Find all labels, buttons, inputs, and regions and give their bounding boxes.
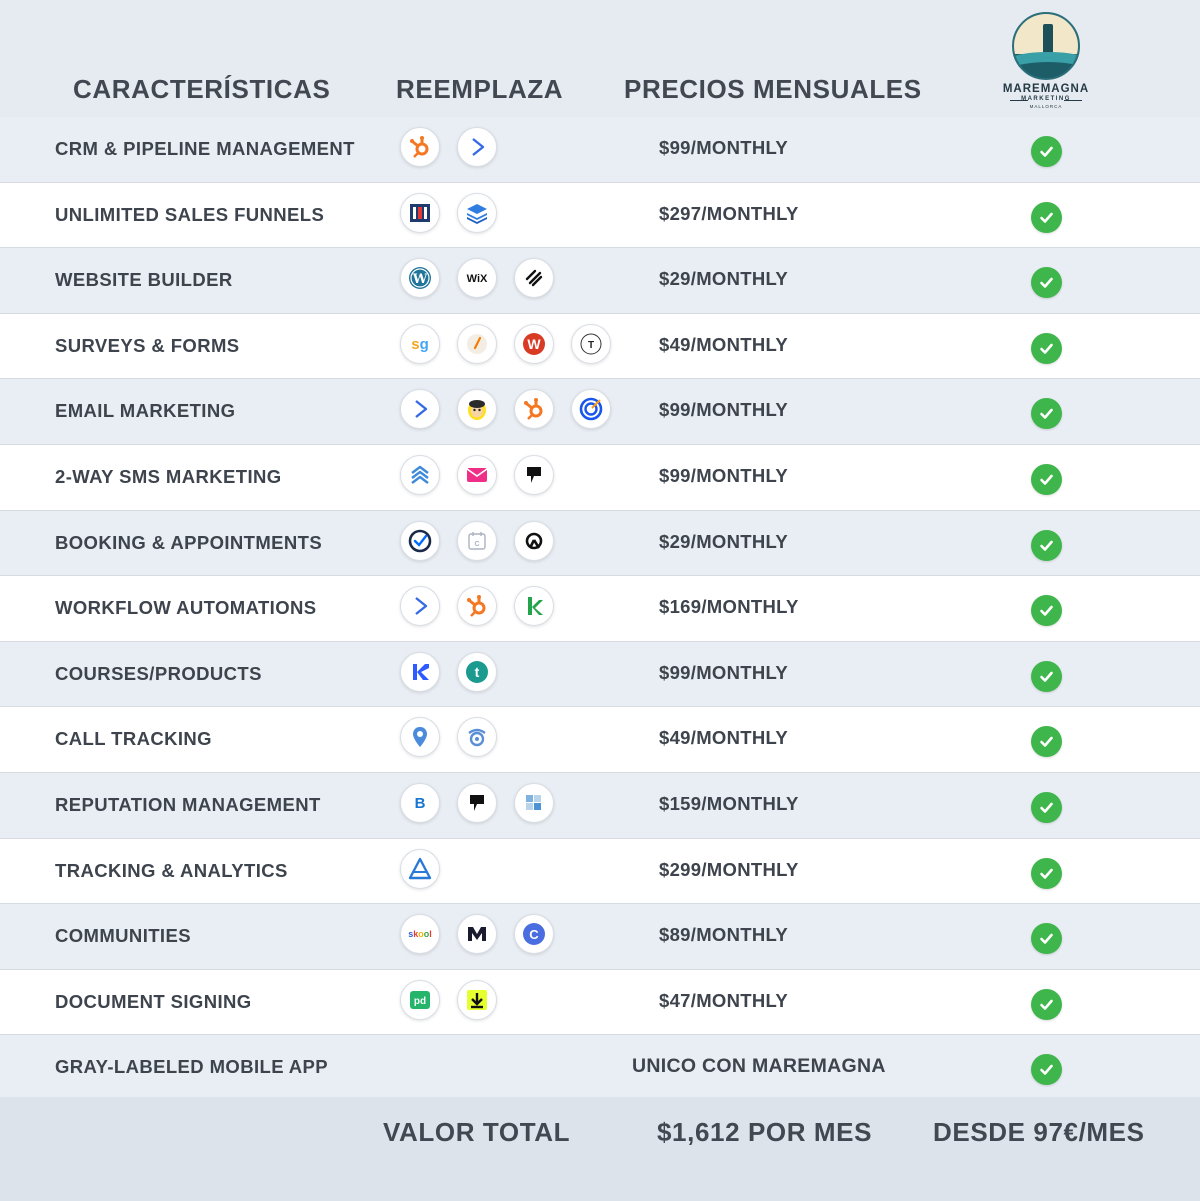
callmarker-icon [457, 717, 497, 757]
download-icon [457, 980, 497, 1020]
mightynetworks-icon [457, 914, 497, 954]
table-row [0, 642, 1200, 708]
table-row [0, 576, 1200, 642]
table-row [0, 970, 1200, 1036]
table-row [0, 314, 1200, 380]
svg-text:sg: sg [411, 335, 429, 353]
acuity-icon [514, 521, 554, 561]
monthly-price: $299/MONTHLY [659, 858, 799, 880]
replaced-tools [400, 652, 514, 694]
clickfunnels-icon [400, 193, 440, 233]
replaced-tools [400, 783, 571, 825]
monthly-price: $99/MONTHLY [659, 661, 789, 683]
podium-icon [457, 783, 497, 823]
layers-icon [457, 193, 497, 233]
calendar-icon [457, 521, 497, 561]
svg-text:T: T [587, 339, 595, 351]
svg-text:pd: pd [413, 995, 427, 1007]
puzzle-icon [514, 783, 554, 823]
hubspot-icon [514, 389, 554, 429]
header-features: CARACTERÍSTICAS [73, 74, 331, 104]
table-row [0, 117, 1200, 183]
jotform-icon [457, 324, 497, 364]
check-icon [1031, 333, 1062, 364]
table-row [0, 707, 1200, 773]
teachable-icon [457, 652, 497, 692]
monthly-price: $47/MONTHLY [659, 989, 789, 1011]
wordpress-icon [400, 258, 440, 298]
monthly-price: $29/MONTHLY [659, 268, 789, 290]
mailchimp-icon [457, 389, 497, 429]
replaced-tools [400, 389, 628, 431]
check-icon [1031, 267, 1062, 298]
check-icon [1031, 661, 1062, 692]
table-footer [0, 1097, 1200, 1201]
check-icon [1031, 398, 1062, 429]
check-icon [1031, 989, 1062, 1020]
surveygizmo-icon [400, 324, 440, 364]
skool-icon [400, 914, 440, 954]
hubspot-icon [457, 586, 497, 626]
podium-icon [514, 455, 554, 495]
feature-name: CALL TRACKING [55, 728, 212, 750]
svg-text:C: C [529, 927, 539, 943]
replaced-tools [400, 521, 571, 563]
feature-name: COMMUNITIES [55, 925, 191, 947]
svg-text:WiX: WiX [466, 273, 488, 286]
activecampaign-icon [400, 389, 440, 429]
logo-subtitle: MARKETING [1021, 96, 1071, 102]
monthly-price: $49/MONTHLY [659, 727, 789, 749]
lighthouse-icon [1012, 12, 1080, 80]
svg-text:B: B [414, 794, 426, 812]
squarespace-icon [514, 258, 554, 298]
monthly-price: $99/MONTHLY [659, 399, 789, 421]
check-icon [1031, 792, 1062, 823]
replaced-tools [400, 127, 514, 169]
table-row [0, 183, 1200, 249]
logo-location: MALLORCA [1029, 104, 1063, 109]
replaced-tools [400, 717, 514, 759]
constantcontact-icon [571, 389, 611, 429]
maremagna-logo [998, 12, 1094, 110]
check-icon [1031, 202, 1062, 233]
feature-name: WEBSITE BUILDER [55, 269, 233, 291]
calendly-icon [400, 521, 440, 561]
feature-name: COURSES/PRODUCTS [55, 662, 262, 684]
svg-text:t: t [474, 663, 480, 680]
svg-text:W: W [527, 335, 541, 352]
chevrons-icon [400, 455, 440, 495]
analytics-icon [400, 849, 440, 889]
replaced-tools [400, 586, 571, 628]
total-value-amount: $1,612 POR MES [657, 1117, 873, 1147]
activecampaign-icon [457, 127, 497, 167]
check-icon [1031, 726, 1062, 757]
comparison-table [0, 117, 1200, 1101]
table-row [0, 1035, 1200, 1101]
table-row [0, 904, 1200, 970]
feature-name: 2-WAY SMS MARKETING [55, 465, 282, 487]
circle-icon [514, 914, 554, 954]
feature-name: BOOKING & APPOINTMENTS [55, 531, 323, 553]
check-icon [1031, 136, 1062, 167]
pandadoc-icon [400, 980, 440, 1020]
replaced-tools [400, 258, 571, 300]
check-icon [1031, 464, 1062, 495]
total-value-label: VALOR TOTAL [383, 1117, 571, 1147]
feature-name: EMAIL MARKETING [55, 400, 236, 422]
svg-text:C: C [474, 540, 480, 548]
keap-icon [514, 586, 554, 626]
header-replaces: REEMPLAZA [396, 74, 564, 104]
activecampaign-icon [400, 586, 440, 626]
hubspot-icon [400, 127, 440, 167]
table-row [0, 379, 1200, 445]
feature-name: WORKFLOW AUTOMATIONS [55, 597, 317, 619]
feature-name: REPUTATION MANAGEMENT [55, 793, 321, 815]
wufoo-icon [514, 324, 554, 364]
table-row [0, 248, 1200, 314]
table-header [0, 0, 1200, 117]
feature-name: TRACKING & ANALYTICS [55, 859, 288, 881]
check-icon [1031, 1054, 1062, 1085]
typeform-icon [571, 324, 611, 364]
birdeye-icon [400, 783, 440, 823]
monthly-price: $29/MONTHLY [659, 530, 789, 552]
table-row [0, 773, 1200, 839]
table-row [0, 839, 1200, 905]
monthly-price: $99/MONTHLY [659, 137, 789, 158]
replaced-tools [400, 324, 628, 366]
wix-icon [457, 258, 497, 298]
replaced-tools [400, 455, 571, 497]
replaced-tools [400, 914, 571, 956]
monthly-price: $159/MONTHLY [659, 792, 799, 814]
feature-name: DOCUMENT SIGNING [55, 990, 252, 1012]
offer-price: DESDE 97€/MES [933, 1117, 1145, 1147]
check-icon [1031, 530, 1062, 561]
check-icon [1031, 858, 1062, 889]
monthly-price: $169/MONTHLY [659, 596, 799, 618]
replaced-tools [400, 193, 514, 235]
feature-name: SURVEYS & FORMS [55, 334, 240, 356]
svg-text:W: W [412, 272, 428, 288]
kajabi-icon [400, 652, 440, 692]
monthly-price: UNICO CON MAREMAGNA [632, 1055, 886, 1078]
replaced-tools [400, 980, 514, 1022]
table-row [0, 445, 1200, 511]
feature-name: GRAY-LABELED MOBILE APP [55, 1056, 329, 1078]
table-row [0, 511, 1200, 577]
replaced-tools [400, 849, 457, 891]
monthly-price: $49/MONTHLY [659, 333, 789, 355]
feature-name: CRM & PIPELINE MANAGEMENT [55, 138, 355, 159]
svg-text:skool: skool [408, 929, 432, 940]
callrail-icon [400, 717, 440, 757]
check-icon [1031, 595, 1062, 626]
monthly-price: $99/MONTHLY [659, 464, 789, 486]
monthly-price: $297/MONTHLY [659, 202, 799, 224]
header-monthly-prices: PRECIOS MENSUALES [624, 74, 922, 104]
feature-name: UNLIMITED SALES FUNNELS [55, 203, 325, 225]
check-icon [1031, 923, 1062, 954]
monthly-price: $89/MONTHLY [659, 924, 789, 946]
envelope-icon [457, 455, 497, 495]
logo-name: MAREMAGNA [1002, 83, 1090, 95]
